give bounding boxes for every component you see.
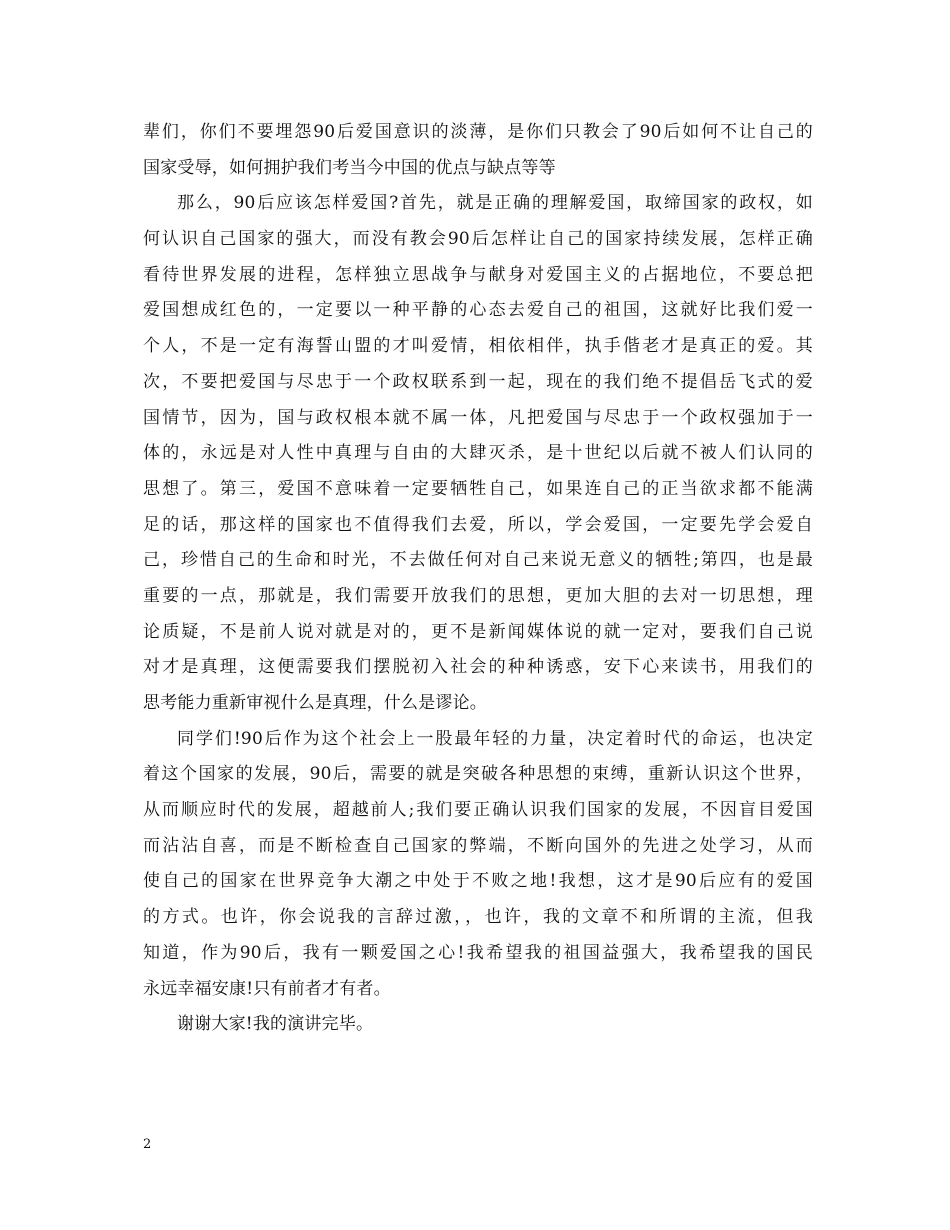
text-line: 国家受辱，如何拥护我们考当今中国的优点与缺点等等: [143, 157, 556, 178]
text-line: 而沾沾自喜，而是不断检查自己国家的弊端，不断向国外的先进之处学习，从而: [143, 835, 813, 856]
text-line: 个人，不是一定有海誓山盟的才叫爱情，相依相伴，执手偕老才是真正的爱。其: [143, 336, 813, 357]
body-text: [143, 115, 813, 1043]
text-line: 体的，永远是对人性中真理与自由的大肆灭杀，是十世纪以后就不被人们认同的: [143, 443, 813, 464]
text-line: 知道，作为90后，我有一颗爱国之心!我希望我的祖国益强大，我希望我的国民: [143, 942, 813, 963]
text-line: 爱国想成红色的，一定要以一种平静的心态去爱自己的祖国，这就好比我们爱一: [143, 300, 813, 321]
text-line: 那么，90后应该怎样爱国?首先，就是正确的理解爱国，取缔国家的政权，如: [177, 193, 813, 214]
text-line: 辈们，你们不要埋怨90后爱国意识的淡薄，是你们只教会了90后如何不让自己的: [143, 122, 813, 142]
text-line: 看待世界发展的进程，怎样独立思战争与献身对爱国主义的占据地位，不要总把: [143, 264, 813, 285]
text-line: 重要的一点，那就是，我们需要开放我们的思想，更加大胆的去对一切思想，理: [143, 585, 813, 606]
text-line: 思想了。第三，爱国不意味着一定要牺牲自己，如果连自己的正当欲求都不能满: [143, 478, 813, 499]
text-line: 从而顺应时代的发展，超越前人;我们要正确认识我们国家的发展，不因盲目爱国: [143, 800, 813, 821]
text-line: 足的话，那这样的国家也不值得我们去爱，所以，学会爱国，一定要先学会爱自: [143, 514, 813, 535]
text-line: 着这个国家的发展，90后，需要的就是突破各种思想的束缚，重新认识这个世界，: [143, 764, 813, 785]
text-line: 谢谢大家!我的演讲完毕。: [177, 1014, 374, 1035]
text-line: 同学们!90后作为这个社会上一股最年轻的力量，决定着时代的命运，也决定: [177, 728, 813, 749]
text-line: 使自己的国家在世界竞争大潮之中处于不败之地!我想，这才是90后应有的爱国: [143, 871, 813, 892]
text-line: 的方式。也许，你会说我的言辞过激，，也许，我的文章不和所谓的主流，但我: [143, 907, 813, 928]
text-line: 何认识自己国家的强大，而没有教会90后怎样让自己的国家持续发展，怎样正确: [143, 229, 813, 250]
text-line: 论质疑，不是前人说对就是对的，更不是新闻媒体说的就一定对，要我们自己说: [143, 621, 813, 642]
page-number: 2: [143, 1137, 152, 1152]
text-line: 思考能力重新审视什么是真理，什么是谬论。: [143, 693, 487, 713]
text-line: 永远幸福安康!只有前者才有者。: [143, 978, 391, 999]
text-line: 国情节，因为，国与政权根本就不属一体，凡把爱国与尽忠于一个政权强加于一: [143, 407, 813, 428]
text-line: 次，不要把爱国与尽忠于一个政权联系到一起，现在的我们绝不提倡岳飞式的爱: [143, 371, 813, 392]
text-line: 己，珍惜自己的生命和时光，不去做任何对自己来说无意义的牺牲;第四，也是最: [143, 550, 813, 571]
text-line: 对才是真理，这便需要我们摆脱初入社会的种种诱惑，安下心来读书，用我们的: [143, 657, 813, 678]
